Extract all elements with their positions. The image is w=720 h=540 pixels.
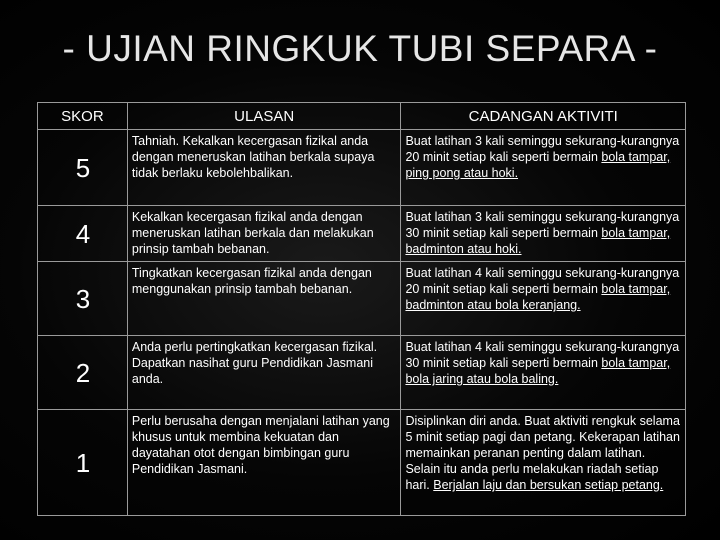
table-row xyxy=(38,130,686,206)
cadangan-cell xyxy=(401,206,686,262)
skor-cell: 1 xyxy=(38,410,128,516)
slide-title: - UJIAN RINGKUK TUBI SEPARA - xyxy=(62,28,658,69)
table-row xyxy=(38,410,686,516)
cadangan-activities: bola tampar, badminton atau hoki. xyxy=(405,226,671,256)
ulasan-cell: Perlu berusaha dengan menjalani latihan yang khusus untuk membina kekuatan dan dayatahan otot dengan bimbingan guru Pendidikan Jasmani. xyxy=(127,410,401,516)
cadangan-activities: bola tampar, badminton atau bola keranjang. xyxy=(405,282,671,312)
cadangan-text: Buat latihan 4 kali seminggu sekurang-kurangnya 20 minit setiap kali seperti bermain xyxy=(405,266,680,296)
cadangan-cell xyxy=(401,130,686,206)
skor-cell: 4 xyxy=(38,206,128,262)
table-row xyxy=(38,262,686,336)
cadangan-activities: bola tampar, ping pong atau hoki. xyxy=(405,150,671,180)
cadangan-activities: bola tampar, bola jaring atau bola baling. xyxy=(405,356,671,386)
skor-cell: 2 xyxy=(38,336,128,410)
cadangan-text: Buat latihan 4 kali seminggu sekurang-kurangnya 30 minit setiap kali seperti bermain xyxy=(405,340,680,370)
cadangan-text: Buat latihan 3 kali seminggu sekurang-kurangnya 20 minit setiap kali seperti bermain xyxy=(405,134,680,164)
cadangan-text: Disiplinkan diri anda. Buat aktiviti rengkuk selama 5 minit setiap pagi dan petang. Kekerapan latihan memainkan peranan penting dalam latihan. Selain itu anda perlu melakukan riadah setiap hari. xyxy=(405,414,680,492)
score-table xyxy=(37,102,686,516)
cadangan-cell xyxy=(401,336,686,410)
ulasan-cell: Tingkatkan kecergasan fizikal anda dengan menggunakan prinsip tambah bebanan. xyxy=(127,262,401,336)
skor-cell: 5 xyxy=(38,130,128,206)
ulasan-cell: Tahniah. Kekalkan kecergasan fizikal anda dengan meneruskan latihan berkala supaya tidak berlaku kebolehbalikan. xyxy=(127,130,401,206)
header-skor: SKOR xyxy=(38,103,128,130)
table-row xyxy=(38,336,686,410)
header-ulasan: ULASAN xyxy=(127,103,401,130)
ulasan-cell: Kekalkan kecergasan fizikal anda dengan meneruskan latihan berkala dan melakukan prinsip tambah bebanan. xyxy=(127,206,401,262)
cadangan-cell xyxy=(401,410,686,516)
cadangan-text: Buat latihan 3 kali seminggu sekurang-kurangnya 30 minit setiap kali seperti bermain xyxy=(405,210,680,240)
table-row xyxy=(38,206,686,262)
cadangan-activities: Berjalan laju dan bersukan setiap petang. xyxy=(433,478,664,492)
skor-cell: 3 xyxy=(38,262,128,336)
header-cadangan-aktiviti: CADANGAN AKTIVITI xyxy=(401,103,686,130)
table-header-row xyxy=(38,103,686,130)
ulasan-cell: Anda perlu pertingkatkan kecergasan fizikal. Dapatkan nasihat guru Pendidikan Jasmani anda. xyxy=(127,336,401,410)
cadangan-cell xyxy=(401,262,686,336)
